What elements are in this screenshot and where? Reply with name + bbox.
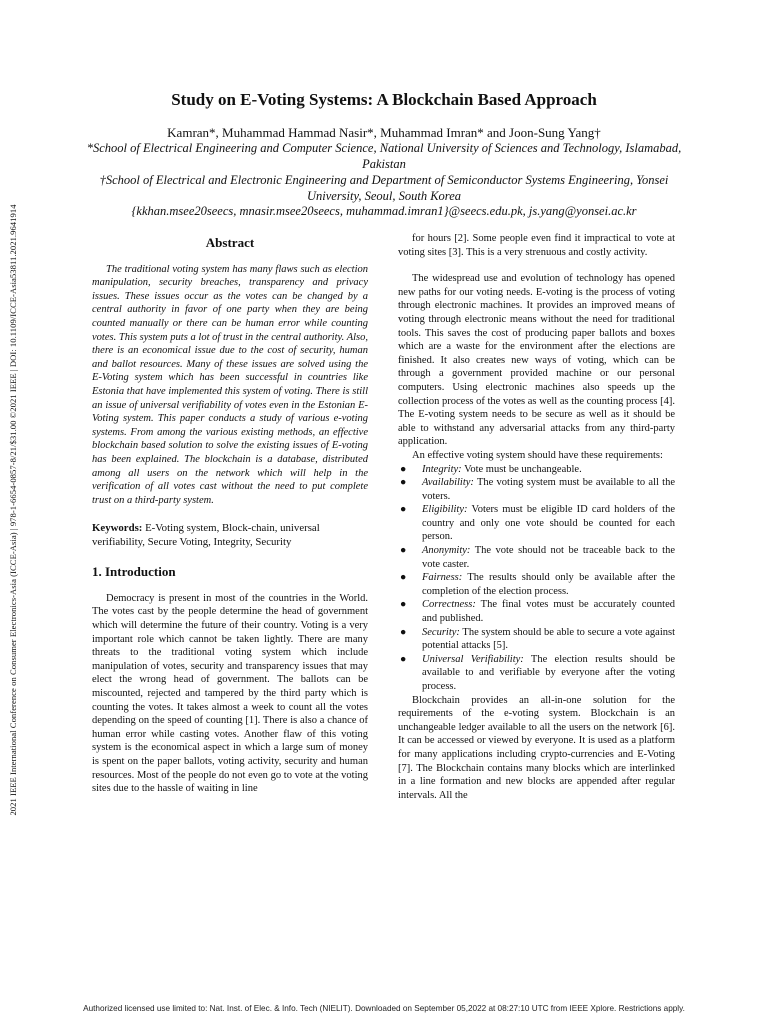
- abstract-body: The traditional voting system has many flaws such as election manipulation, security breaches, transparency and privacy issues. These issues occur as the votes can be changed by a central authority in favor of one party when they are being counted manually or there can be human error while counting votes. This system puts a lot of trust in the central authority. Also, there is an economical issue due to the cost of security, human and ballot resources. Many of these issues are solved using the E-Voting system which has been successful in countries like Estonia that have implemented this system of voting. There is still an issue of universal verifiability of votes even in the Estonian E-Voting system. This paper conducts a study of various e-voting systems. From among the various existing methods, an effective blockchain based solution to solve the existing issues of E-voting has been explained. The blockchain is a database, distributed among all users on the network which will help in the verification of all votes cast without the need to put complete trust on a third-party system.: [92, 263, 368, 506]
- requirement-term: Universal Verifiability:: [422, 653, 524, 665]
- requirement-text: Vote must be unchangeable.: [461, 463, 582, 475]
- keywords-label: Keywords:: [92, 522, 143, 535]
- bullet-icon: ●: [400, 626, 407, 638]
- affiliation-yonsei: †School of Electrical and Electronic Engineering and Department of Semiconductor Systems Engineering, Yonsei University, Seoul, South Korea: [99, 173, 669, 203]
- list-item: [398, 544, 675, 571]
- requirement-text: The vote should not be traceable back to the vote caster.: [422, 545, 675, 570]
- license-footer: Authorized licensed use limited to: Nat. Inst. of Elec. & Info. Tech (NIELIT). Downloaded on September 05,2022 at 08:27:10 UTC from IEEE Xplore. Restrictions apply.: [83, 1004, 685, 1013]
- requirement-text: The voting system must be available to all the voters.: [422, 477, 675, 502]
- bullet-icon: ●: [400, 653, 407, 665]
- requirement-term: Anonymity:: [422, 545, 471, 557]
- left-column: [92, 236, 368, 796]
- doi-sidebar-text: 2021 IEEE International Conference on Consumer Electronics-Asia (ICCE-Asia) | 978-1-6654-0857-8/21/$31.00 ©2021 IEEE | DOI: 10.1109/ICCE-Asia53811.2021.9641914: [8, 204, 18, 816]
- introduction-paragraph-1: Democracy is present in most of the countries in the World. The votes cast by the people determine the head of government which will determine the future of their country. Voting is a very important role which cannot be taken lightly. There are many threats to the traditional voting system which include manipulation of votes, security and transparency issues that may elect the wrong head of government. The ballots can be miscounted, rejected and tampered by the third party which is counting the votes. It takes almost a week to count all the votes depending on the speed of counting [1]. There is also a chance of human error while casting votes. Another flaw of this voting system is the economical aspect in which a large sum of money is spent on the paper ballots, voting activity, security and human resources. Most of the people do not even go to vote at the voting sites due to the hassle of waiting in line: [92, 592, 368, 795]
- keywords-text: E-Voting system, Block-chain, universal verifiability, Secure Voting, Integrity, Security: [92, 522, 320, 549]
- list-item: [398, 503, 675, 544]
- requirement-term: Availability:: [422, 477, 474, 489]
- paper-title: Study on E-Voting Systems: A Blockchain Based Approach: [171, 90, 597, 109]
- introduction-heading: 1. Introduction: [92, 564, 176, 580]
- list-item: [398, 653, 675, 694]
- bullet-icon: ●: [400, 572, 407, 584]
- requirement-text: Voters must be eligible ID card holders of the country and only one vote should be counted for each person.: [422, 504, 675, 543]
- author-emails: {kkhan.msee20seecs, mnasir.msee20seecs, muhammad.imran1}@seecs.edu.pk, js.yang@yonsei.ac.kr: [131, 204, 637, 218]
- introduction-continuation: for hours [2]. Some people even find it impractical to vote at voting sites [3]. This is a very strenuous and costly activity.: [398, 233, 675, 258]
- keywords: [92, 521, 368, 549]
- list-item: [398, 598, 675, 625]
- list-item: [398, 463, 675, 477]
- requirements-intro: An effective voting system should have these requirements:: [412, 449, 663, 461]
- requirement-term: Integrity:: [422, 463, 462, 475]
- bullet-icon: ●: [400, 599, 407, 611]
- bullet-icon: ●: [400, 477, 407, 489]
- introduction-paragraph-2: The widespread use and evolution of technology has opened new paths for our voting needs. E-voting is the process of voting through electronic machines. It provides an improved means of voting through electronic means without the need for traditional tools. This saves the cost of producing paper ballots and boxes which are a waste for the environment after the elections are finished. It also creates new ways of voting, which can be through a government provided machine or our personal computers. Using electronic machines also speeds up the collection process of the votes as well as the counting process [4]. The E-voting system needs to be secure as well as it should be able to withstand any adversarial attacks from any third-party application.: [398, 273, 676, 448]
- introduction-paragraph-4: Blockchain provides an all-in-one solution for the requirements of the e-voting system. Blockchain is an unchangeable ledger available to all the users on the network [6]. It can be accessed or viewed by everyone. It is used as a platform for many applications including crypto-currencies and E-Voting [7]. The Blockchain contains many blocks which are interlinked in a line formation and new blocks are appended after regular intervals. All the: [398, 694, 675, 801]
- requirement-text: The system should be able to secure a vote against potential attacks [5].: [422, 626, 675, 652]
- right-column: [398, 232, 675, 802]
- requirement-term: Eligibility:: [422, 504, 468, 516]
- requirements-list: [398, 463, 675, 694]
- affiliation-nust: *School of Electrical Engineering and Computer Science, National University of Sciences and Technology, Islamabad, Pakistan: [86, 141, 682, 171]
- bullet-icon: ●: [400, 463, 407, 475]
- requirement-text: The final votes must be accurately counted and published.: [422, 599, 675, 625]
- bullet-icon: ●: [400, 504, 407, 516]
- paper-authors: Kamran*, Muhammad Hammad Nasir*, Muhammad Imran* and Joon-Sung Yang†: [167, 125, 601, 140]
- requirement-term: Security:: [422, 626, 460, 638]
- requirement-term: Correctness:: [422, 599, 476, 611]
- bullet-icon: ●: [400, 545, 407, 557]
- abstract-heading: Abstract: [205, 235, 255, 250]
- list-item: [398, 626, 675, 653]
- requirement-text: The results should only be available after the completion of the election process.: [422, 572, 675, 597]
- requirement-text: The election results should be available to and verifiable by everyone after the voting process.: [422, 653, 675, 692]
- doi-sidebar: [6, 160, 20, 860]
- list-item: [398, 571, 675, 598]
- requirement-term: Fairness:: [422, 572, 463, 584]
- list-item: [398, 476, 675, 503]
